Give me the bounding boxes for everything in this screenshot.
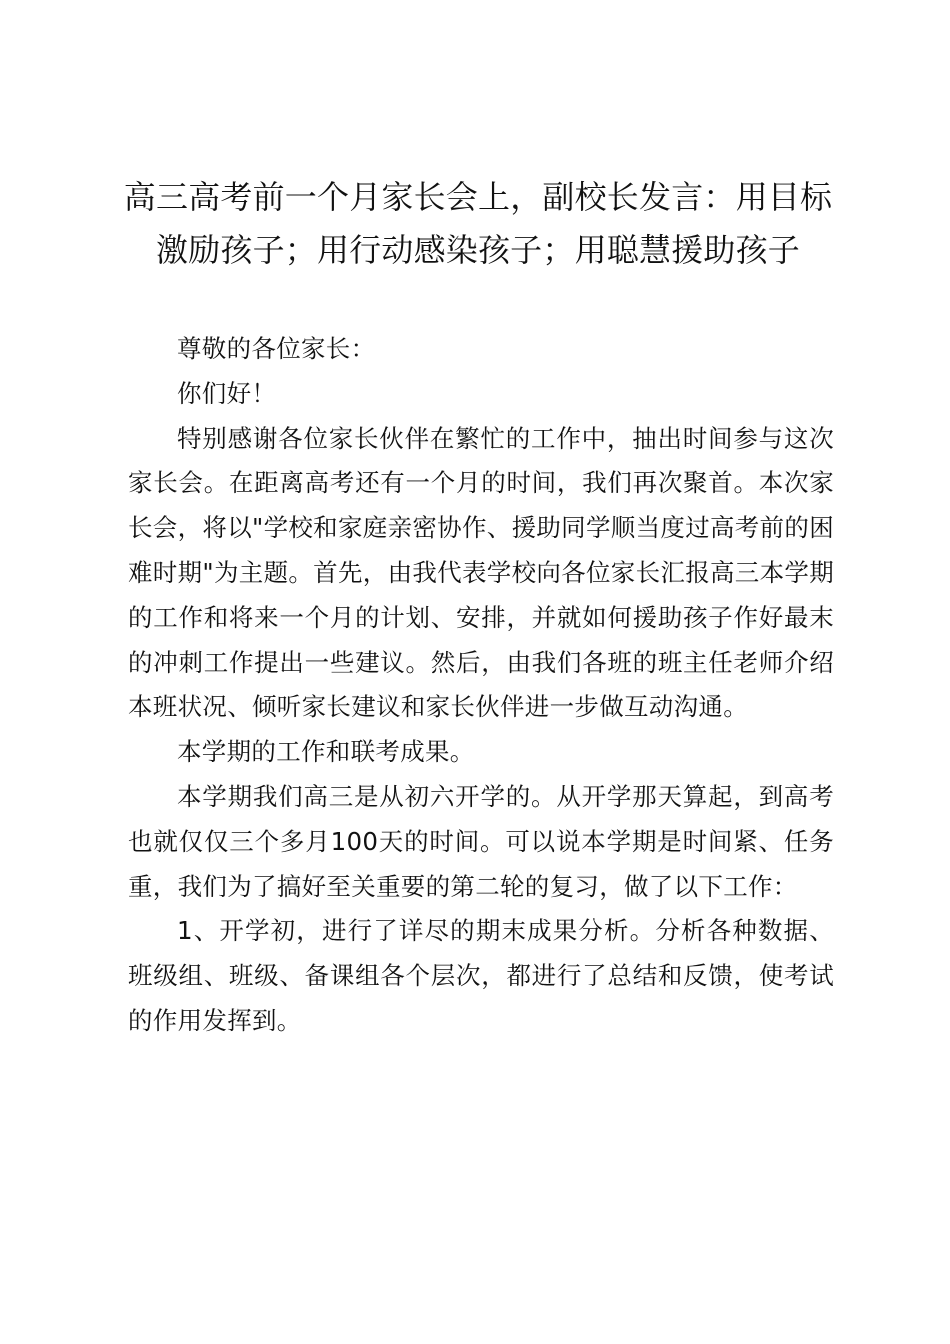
greeting: 你们好！ xyxy=(177,378,277,408)
paragraph-semester: 本学期我们高三是从初六开学的。从开学那天算起，到高考也就仅仅三个多月100天的时间。可以说本学期是时间紧、任务重，我们为了搞好至关重要的第二轮的复习，做了以下工作： xyxy=(128,781,834,901)
document-body xyxy=(128,327,834,1044)
document-title: 高三高考前一个月家长会上，副校长发言：用目标激励孩子；用行动感染孩子；用聪慧援助孩子 xyxy=(123,178,833,269)
salutation: 尊敬的各位家长： xyxy=(177,334,376,363)
paragraph-item-1: 1、开学初，进行了详尽的期末成果分析。分析各种数据、班级组、班级、备课组各个层次，都进行了总结和反馈，使考试的作用发挥到。 xyxy=(128,916,834,1035)
section-heading: 本学期的工作和联考成果。 xyxy=(177,737,475,767)
paragraph-intro: 特别感谢各位家长伙伴在繁忙的工作中，抽出时间参与这次家长会。在距离高考还有一个月的时间，我们再次聚首。本次家长会，将以"学校和家庭亲密协作、援助同学顺当度过高考前的困难时期"为主题。首先，由我代表学校向各位家长汇报高三本学期的工作和将来一个月的计划、安排，并就如何援助孩子作好最末的冲刺工作提出一些建议。然后，由我们各班的班主任老师介绍本班状况、倾听家长建议和家长伙伴进一步做互动沟通。 xyxy=(128,423,834,722)
